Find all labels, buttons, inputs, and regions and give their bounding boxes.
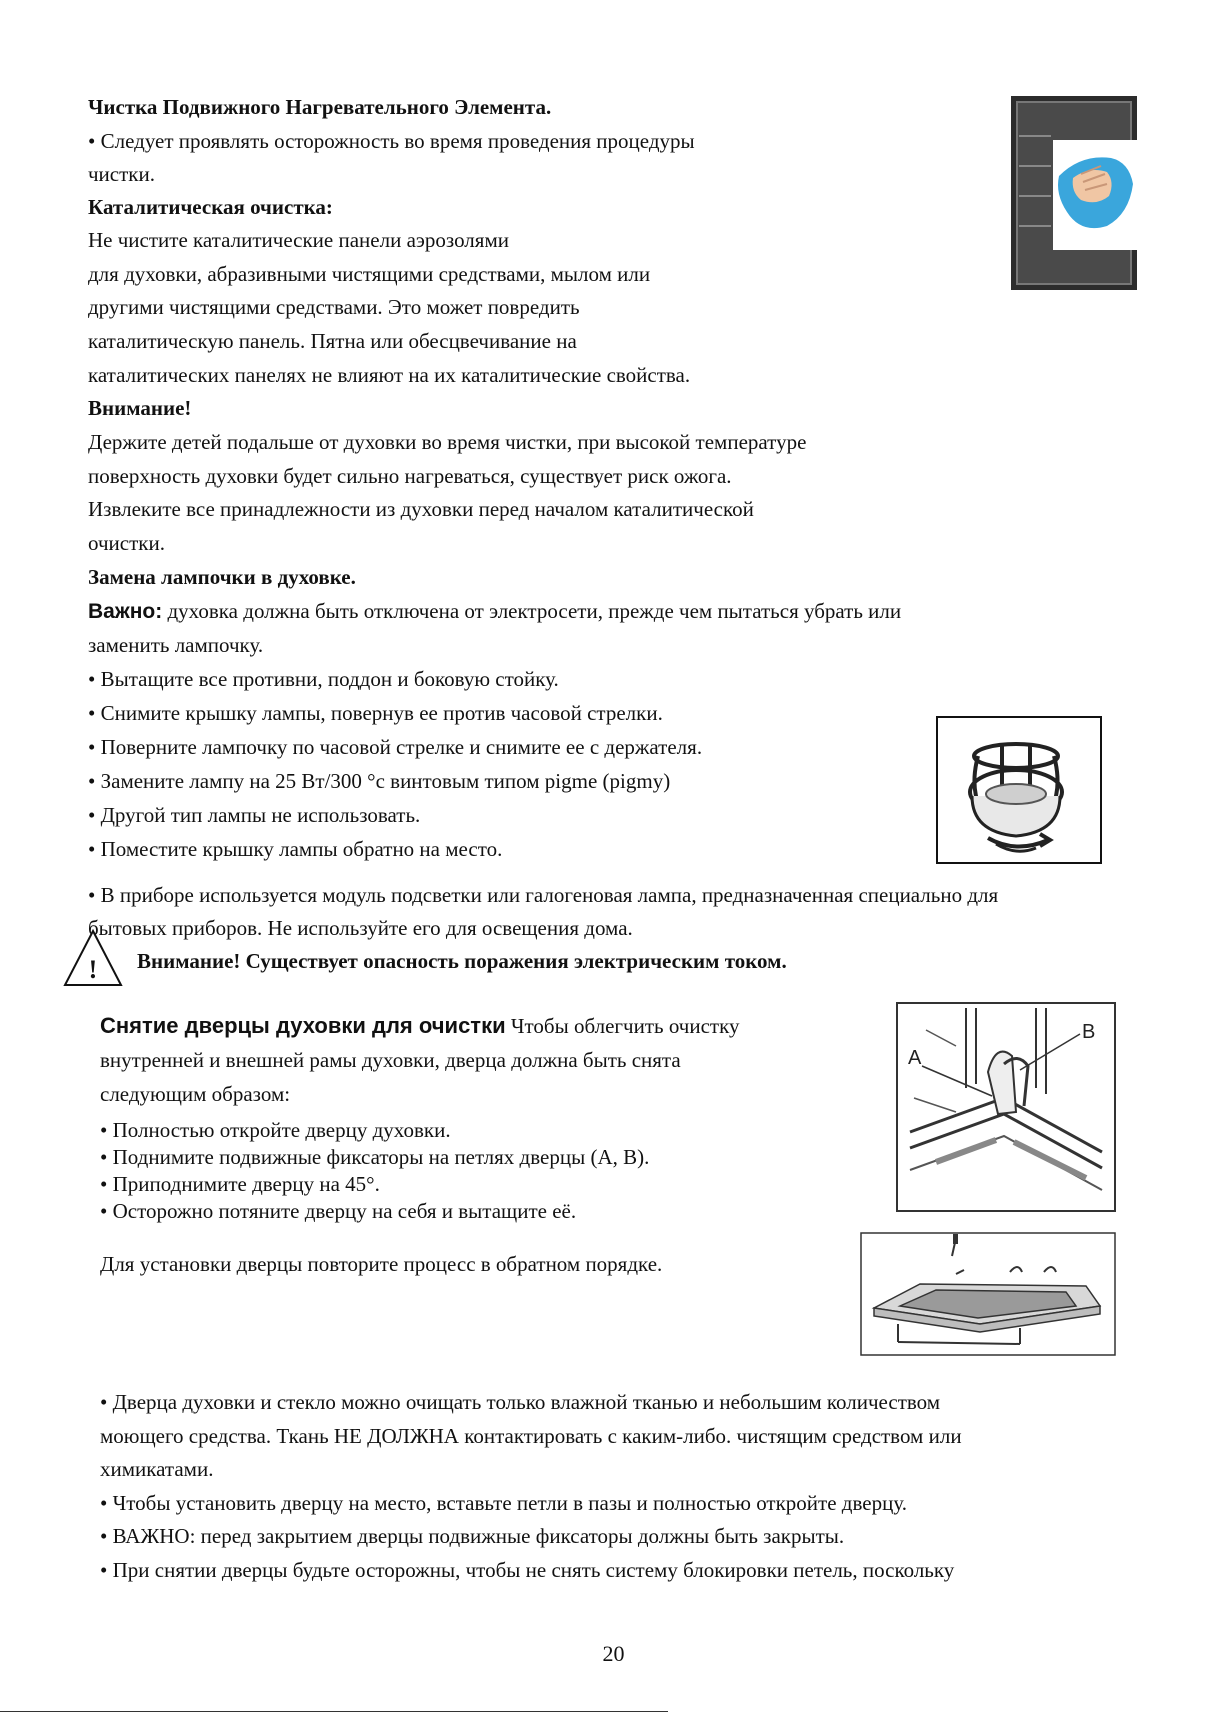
paragraph-line: для духовки, абразивными чистящими средствами, мылом или xyxy=(88,262,651,286)
paragraph-line: • При снятии дверцы будьте осторожны, чтобы не снять систему блокировки петель, поскольку xyxy=(100,1558,955,1582)
important-line xyxy=(88,598,901,625)
door-reinstall-note: Для установки дверцы повторите процесс в обратном порядке. xyxy=(100,1252,663,1276)
paragraph-line: поверхность духовки будет сильно нагреваться, существует риск ожога. xyxy=(88,464,732,488)
lamp-step: • Другой тип лампы не использовать. xyxy=(88,803,421,827)
paragraph-line: заменить лампочку. xyxy=(88,633,264,657)
paragraph-line: • В приборе используется модуль подсветки или галогеновая лампа, предназначенная специально для xyxy=(88,883,999,907)
lamp-section-title: Замена лампочки в духовке. xyxy=(88,565,356,589)
subtitle-catalytic: Каталитическая очистка: xyxy=(88,195,333,219)
paragraph-line: каталитическую панель. Пятна или обесцвечивание на xyxy=(88,329,577,353)
lamp-cover-illustration xyxy=(936,716,1102,864)
paragraph-line: • ВАЖНО: перед закрытием дверцы подвижные фиксаторы должны быть закрыты. xyxy=(100,1524,845,1548)
lamp-step: • Снимите крышку лампы, повернув ее против часовой стрелки. xyxy=(88,701,663,725)
door-removal-illustration xyxy=(860,1232,1116,1356)
lamp-step: • Поместите крышку лампы обратно на место. xyxy=(88,837,503,861)
paragraph-line: Извлеките все принадлежности из духовки перед началом каталитической xyxy=(88,497,754,521)
section-title-heating-element: Чистка Подвижного Нагревательного Элемента. xyxy=(88,95,552,119)
paragraph-line: внутренней и внешней рамы духовки, дверца должна быть снята xyxy=(100,1048,681,1072)
hinge-label-a: A xyxy=(908,1047,922,1069)
oven-cleaning-illustration xyxy=(1011,96,1137,290)
lamp-step: • Поверните лампочку по часовой стрелке и снимите ее с держателя. xyxy=(88,735,703,759)
hinge-label-b: B xyxy=(1082,1021,1096,1043)
paragraph-line: моющего средства. Ткань НЕ ДОЛЖНА контактировать с каким-либо. чистящим средством или xyxy=(100,1424,962,1448)
paragraph-line: следующим образом: xyxy=(100,1082,291,1106)
paragraph-line: • Дверца духовки и стекло можно очищать только влажной тканью и небольшим количеством xyxy=(100,1390,941,1414)
electric-shock-warning: Внимание! Существует опасность поражения электрическим током. xyxy=(137,949,787,973)
paragraph-line: Держите детей подальше от духовки во время чистки, при высокой температуре xyxy=(88,430,807,454)
footer-rule xyxy=(0,1711,668,1712)
paragraph-line: другими чистящими средствами. Это может повредить xyxy=(88,295,580,319)
door-step: • Приподнимите дверцу на 45°. xyxy=(100,1172,380,1196)
paragraph-line: • Чтобы установить дверцу на место, вставьте петли в пазы и полностью откройте дверцу. xyxy=(100,1491,907,1515)
paragraph-line: очистки. xyxy=(88,531,165,555)
paragraph-line: каталитических панелях не влияют на их каталитические свойства. xyxy=(88,363,691,387)
door-hinge-illustration xyxy=(896,1002,1116,1212)
door-section-title: Снятие дверцы духовки для очистки xyxy=(100,1013,506,1038)
paragraph-line: чистки. xyxy=(88,162,155,186)
warning-triangle-icon xyxy=(62,928,124,988)
lamp-step: • Замените лампу на 25 Вт/300 °с винтовым типом pigme (pigmy) xyxy=(88,769,671,793)
door-intro-start: Чтобы облегчить очистку xyxy=(505,1014,740,1038)
paragraph-line: химикатами. xyxy=(100,1457,214,1481)
door-step: • Поднимите подвижные фиксаторы на петлях дверцы (A, B). xyxy=(100,1145,650,1169)
attention-title: Внимание! xyxy=(88,396,192,420)
paragraph-line: бытовых приборов. Не используйте его для освещения дома. xyxy=(88,916,633,940)
page-number: 20 xyxy=(602,1641,625,1666)
paragraph-line: Не чистите каталитические панели аэрозолями xyxy=(88,228,509,252)
lamp-step: • Вытащите все противни, поддон и боковую стойку. xyxy=(88,667,559,691)
paragraph-line: • Следует проявлять осторожность во время проведения процедуры xyxy=(88,129,695,153)
door-step: • Полностью откройте дверцу духовки. xyxy=(100,1118,451,1142)
door-step: • Осторожно потяните дверцу на себя и вытащите её. xyxy=(100,1199,577,1223)
important-label: Важно: xyxy=(88,600,163,623)
warning-symbol: ! xyxy=(88,955,98,984)
door-title-line xyxy=(100,1013,740,1039)
important-text: духовка должна быть отключена от электросети, прежде чем пытаться убрать или xyxy=(162,599,902,623)
